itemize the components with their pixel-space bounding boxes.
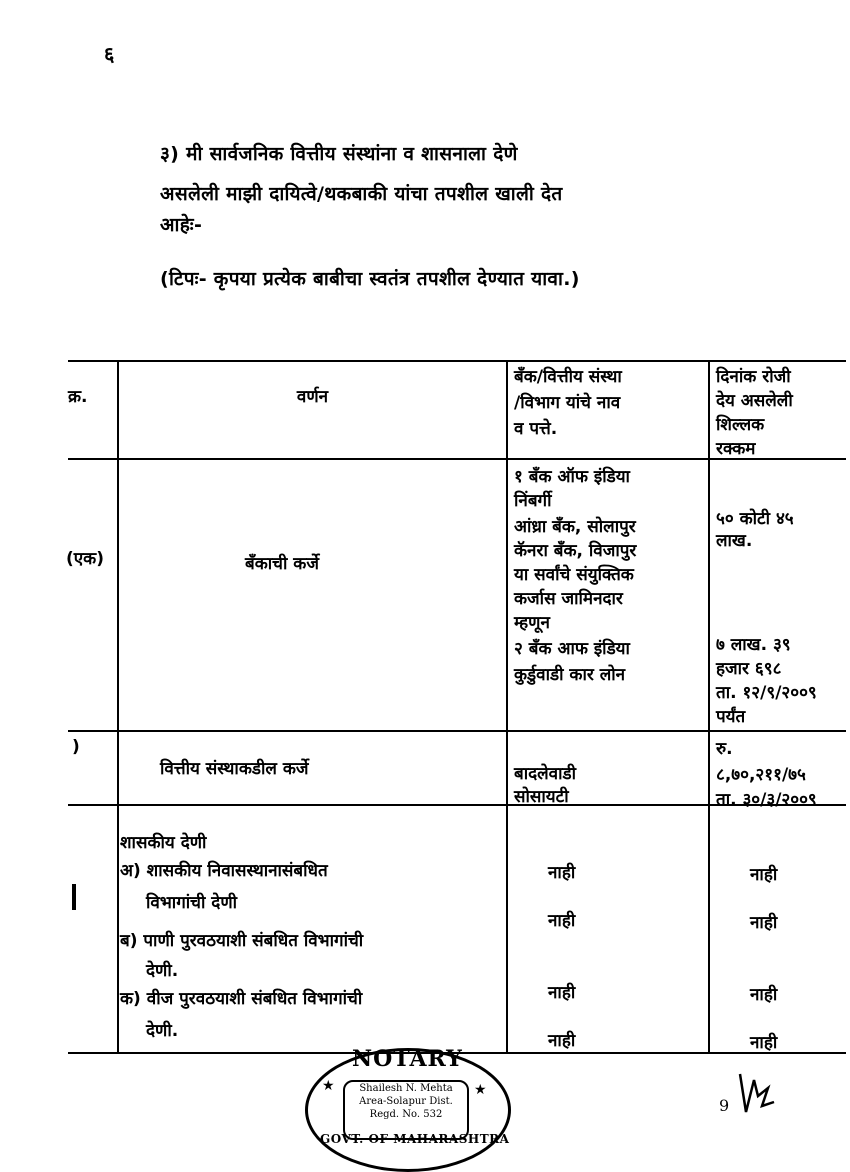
row1-description: बँकाची कर्जे [245,554,319,574]
star-icon: ★ [474,1082,487,1098]
row1-bank-line: निंबर्गी [514,491,552,511]
row2-amount-line: रु. [716,739,733,759]
stamp-line: Regd. No. 532 [369,1109,443,1120]
stray-mark: ६ [104,42,115,66]
row1-amount-line: हजार ६९८ [716,659,782,679]
intro-line-1: ३) मी सार्वजनिक वित्तीय संस्थांना व शासनाला देणे [160,143,518,165]
table-top-border [68,360,846,362]
header-bank-line: व पत्ते. [514,419,558,439]
row2-bank-line: सोसायटी [514,787,569,807]
header-amount-line: रक्कम [716,439,756,459]
row3-bank-value: नाही [548,1031,576,1051]
row3-item: क) वीज पुरवठयाशी संबधित विभागांची [120,989,363,1009]
header-sr: क्र. [68,387,88,407]
col-divider-1 [117,360,119,1052]
row1-bank-line: १ बँक ऑफ इंडिया [514,467,630,487]
header-amount-line: दिनांक रोजी [716,367,791,387]
row2-amount-line: ८,७०,२११/७५ [716,765,806,785]
stamp-title: NOTARY [352,1046,463,1072]
row3-sr-mark [72,884,76,910]
row1-bank-line: कुर्डुवाडी कार लोन [514,665,626,685]
row3-heading: शासकीय देणी [120,833,207,853]
row1-amount-line: पर्यंत [716,707,746,727]
signature-icon [734,1066,778,1116]
row3-item: अ) शासकीय निवासस्थानासंबधित [120,861,328,881]
row3-bank-value: नाही [548,911,576,931]
page-number: 9 [719,1096,730,1115]
row3-item: विभागांची देणी [146,893,238,913]
header-bank-line: /विभाग यांचे नाव [514,393,621,413]
row1-amount-line: ५० कोटी ४५ [716,509,794,529]
row2-bank-line: बादलेवाडी [514,764,577,784]
intro-line-2: असलेली माझी दायित्वे/थकबाकी यांचा तपशील खाली देत [160,183,563,205]
row1-amount-line: ता. १२/९/२००९ [716,683,817,703]
row1-bank-line: या सर्वांचे संयुक्तिक [514,565,634,585]
star-icon: ★ [322,1078,335,1094]
row1-amount-line: ७ लाख. ३९ [716,635,791,655]
row3-amount-value: नाही [750,865,778,885]
row3-item: ब) पाणी पुरवठयाशी संबधित विभागांची [120,931,364,951]
stamp-bottom-text: GOVT. OF MAHARASHTRA [320,1132,510,1146]
row2-description: वित्तीय संस्थाकडील कर्जे [160,759,309,779]
row1-bank-line: आंध्रा बँक, सोलापुर [514,517,636,537]
stamp-inner-box [343,1080,469,1140]
row3-amount-value: नाही [750,985,778,1005]
row1-bank-line: २ बँक आफ इंडिया [514,639,630,659]
col-divider-2 [506,360,508,1052]
col-divider-3 [708,360,710,1052]
row3-bank-value: नाही [548,983,576,1003]
intro-note: (टिपः- कृपया प्रत्येक बाबीचा स्वतंत्र तपशील देण्यात यावा.) [160,268,580,290]
row2-amount-line: ता. ३०/३/२००९ [716,790,817,810]
row3-item: देणी. [146,1021,179,1041]
row1-bank-line: कर्जास जामिनदार [514,589,623,609]
header-description: वर्णन [296,387,329,407]
header-bank-line: बँक/वित्तीय संस्था [514,367,622,387]
row1-bank-line: कॅनरा बँक, विजापुर [514,541,637,561]
row3-amount-value: नाही [750,1033,778,1053]
header-amount-line: शिल्लक [716,415,765,435]
header-amount-line: देय असलेली [716,391,793,411]
row1-amount-line: लाख. [716,531,753,551]
row2-sr: ) [72,737,80,757]
row3-bank-value: नाही [548,863,576,883]
table-row-divider-1 [68,730,846,732]
row3-amount-value: नाही [750,913,778,933]
intro-line-3: आहेः- [160,214,203,236]
stamp-line: Shailesh N. Mehta [359,1083,453,1094]
row1-sr: (एक) [66,549,104,569]
row3-item: देणी. [146,961,179,981]
row1-bank-line: म्हणून [514,613,550,633]
stamp-line: Area-Solapur Dist. [359,1096,453,1107]
